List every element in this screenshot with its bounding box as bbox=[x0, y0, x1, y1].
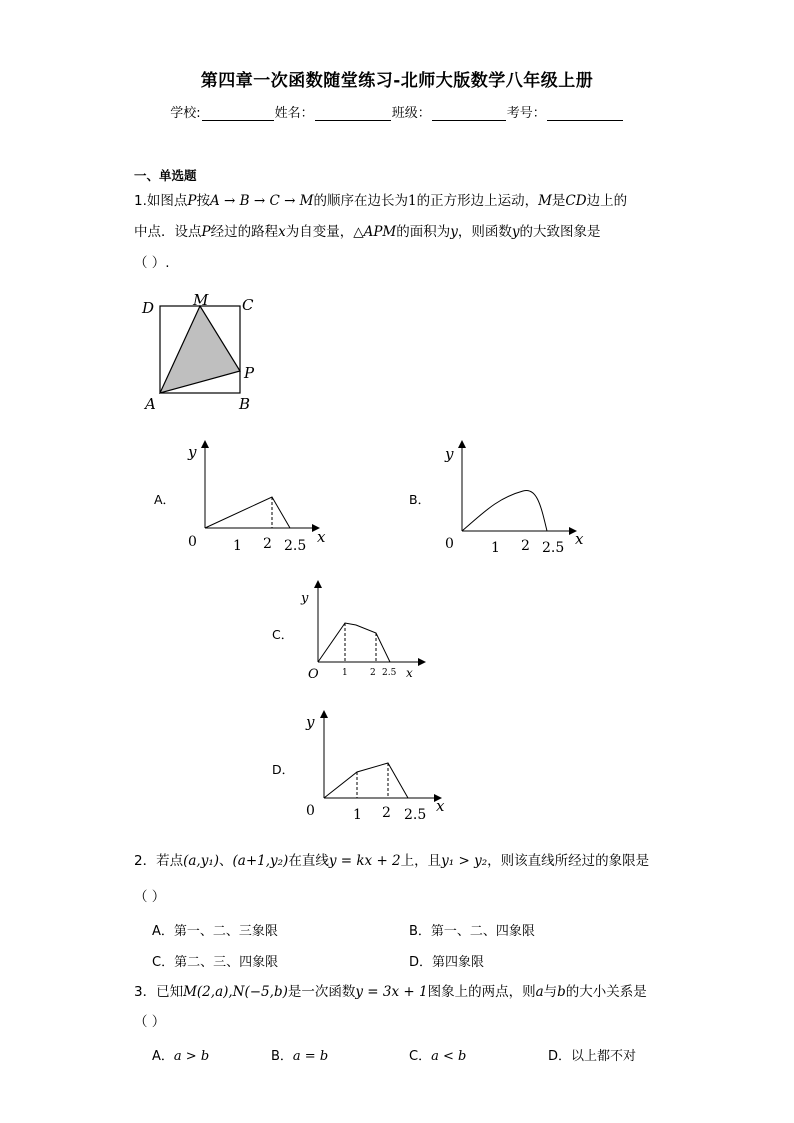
tick-2-5: 2.5 bbox=[404, 807, 427, 823]
id-blank[interactable] bbox=[547, 108, 623, 121]
q3-option-expr: a = b bbox=[292, 1049, 329, 1064]
tick-2: 2 bbox=[263, 536, 272, 552]
q3-option-c[interactable] bbox=[409, 1045, 466, 1064]
q1-var: CD bbox=[565, 193, 587, 209]
zero-label: 0 bbox=[445, 536, 454, 552]
q2-line-eq: y = kx + 2 bbox=[328, 853, 401, 869]
q1-option-b-label[interactable]: B． bbox=[409, 492, 431, 507]
q2-text: ，则该直线所经过的象限是 bbox=[487, 853, 650, 869]
label-D: D bbox=[142, 299, 155, 317]
q2-stem bbox=[134, 851, 649, 871]
q3-text: 3．已知 bbox=[134, 984, 184, 1000]
q1-paren: （ ）. bbox=[134, 255, 170, 271]
tick-2: 2 bbox=[382, 805, 391, 821]
graph-c-curve bbox=[318, 623, 390, 662]
q1-text: 经过的路程 bbox=[210, 224, 279, 240]
q1-text: 的面积为 bbox=[396, 224, 451, 240]
school-blank[interactable] bbox=[202, 108, 274, 121]
label-P: P bbox=[244, 364, 255, 382]
tick-1: 1 bbox=[491, 540, 500, 556]
q1-text: 是 bbox=[551, 193, 566, 209]
y-label: y bbox=[306, 713, 315, 731]
q1-option-c-label[interactable]: C． bbox=[272, 627, 294, 642]
q1-text: 的顺序在边长为 bbox=[313, 193, 408, 209]
q1-var: y bbox=[450, 224, 458, 240]
tick-2: 2 bbox=[370, 668, 376, 678]
q1-var: M bbox=[538, 193, 552, 209]
tick-2-5: 2.5 bbox=[542, 540, 565, 556]
label-C: C bbox=[242, 296, 254, 314]
q1-option-d-label[interactable]: D． bbox=[272, 762, 295, 777]
graph-a-curve bbox=[205, 497, 290, 528]
q1-option-a-label[interactable]: A． bbox=[154, 492, 176, 507]
q2-text: 在直线 bbox=[288, 853, 329, 869]
q3-option-label: A． bbox=[152, 1049, 174, 1064]
q2-text: 、 bbox=[219, 853, 233, 869]
q3-text: 是一次函数 bbox=[287, 984, 356, 1000]
q2-option-c[interactable]: C．第二、三、四象限 bbox=[152, 955, 279, 970]
q1-path: A → B → C → M bbox=[209, 193, 314, 209]
y-label: y bbox=[301, 591, 309, 606]
q3-option-d[interactable]: D．以上都不对 bbox=[548, 1049, 637, 1064]
q2-paren: （ ） bbox=[134, 889, 166, 905]
q1-text: 按 bbox=[196, 193, 210, 209]
q3-var-a: a bbox=[535, 984, 544, 1000]
q3-option-b[interactable] bbox=[271, 1045, 328, 1064]
x-label: x bbox=[317, 528, 326, 546]
q3-var-b: b bbox=[557, 984, 566, 1000]
q3-option-label: B． bbox=[271, 1049, 293, 1064]
q2-inequality: y₁ > y₂ bbox=[441, 853, 488, 869]
q3-function: y = 3x + 1 bbox=[355, 984, 428, 1000]
section-heading: 一、单选题 bbox=[134, 168, 197, 183]
q1-text: 为自变量， bbox=[285, 224, 354, 240]
tick-1: 1 bbox=[233, 538, 242, 553]
page-title: 第四章一次函数随堂练习-北师大版数学八年级上册 bbox=[200, 71, 594, 91]
y-label: y bbox=[445, 445, 454, 463]
x-label: x bbox=[436, 797, 445, 815]
q1-text: 的正方形边上运动， bbox=[416, 193, 539, 209]
class-blank[interactable] bbox=[432, 108, 506, 121]
x-label: x bbox=[575, 530, 584, 548]
q2-point-1: (a,y₁) bbox=[183, 853, 220, 869]
label-M: M bbox=[193, 291, 209, 309]
label-B: B bbox=[239, 395, 251, 413]
zero-label: 0 bbox=[306, 803, 315, 819]
q3-text: 图象上的两点，则 bbox=[427, 984, 536, 1000]
zero-label: 0 bbox=[188, 534, 197, 550]
q1-var: P bbox=[201, 224, 211, 240]
student-info-line bbox=[0, 102, 794, 121]
graph-d-curve bbox=[324, 763, 408, 798]
origin-label: O bbox=[308, 667, 319, 682]
q3-text: 的大小关系是 bbox=[565, 984, 647, 1000]
q1-text: 1.如图点 bbox=[134, 193, 188, 209]
q3-paren: （ ） bbox=[134, 1014, 166, 1030]
q1-var: y bbox=[511, 224, 520, 240]
q1-text: ，则函数 bbox=[457, 224, 512, 240]
graph-a[interactable] bbox=[180, 438, 340, 553]
q3-option-expr: a < b bbox=[431, 1049, 467, 1064]
q1-text: 的大致图象是 bbox=[519, 224, 601, 240]
class-label: 班级： bbox=[391, 106, 431, 121]
q3-option-expr: a > b bbox=[173, 1049, 210, 1064]
name-label: 姓名： bbox=[274, 106, 314, 121]
tick-1: 1 bbox=[353, 807, 362, 823]
q2-point-2: (a+1,y₂) bbox=[232, 853, 289, 869]
triangle-apm bbox=[160, 306, 240, 393]
graph-c[interactable] bbox=[296, 578, 436, 684]
q3-stem bbox=[134, 982, 647, 1002]
x-label: x bbox=[406, 666, 413, 680]
q1-text: 中点．设点 bbox=[134, 224, 202, 240]
q3-points: M(2,a),N(−5,b) bbox=[183, 984, 288, 1000]
q2-text: 上，且 bbox=[400, 853, 442, 869]
q2-text: 2．若点 bbox=[134, 853, 184, 869]
label-A: A bbox=[145, 395, 156, 413]
y-label: y bbox=[188, 443, 197, 461]
q1-var: x bbox=[278, 224, 286, 240]
school-label: 学校: bbox=[170, 106, 201, 121]
name-blank[interactable] bbox=[315, 108, 391, 121]
tick-1: 1 bbox=[342, 668, 348, 678]
q1-var: P bbox=[187, 193, 197, 209]
q2-option-a[interactable]: A．第一、二、三象限 bbox=[152, 924, 278, 939]
q3-option-label: C． bbox=[409, 1049, 432, 1064]
graph-b[interactable] bbox=[437, 438, 597, 558]
q1-triangle: △APM bbox=[353, 224, 397, 240]
square-figure bbox=[136, 286, 266, 416]
q3-text: 与 bbox=[543, 984, 558, 1000]
graph-b-curve bbox=[462, 490, 547, 531]
q3-option-a[interactable] bbox=[152, 1045, 209, 1064]
graph-d[interactable] bbox=[300, 708, 460, 828]
q2-option-d[interactable]: D．第四象限 bbox=[409, 955, 485, 970]
tick-2-5: 2.5 bbox=[382, 668, 397, 678]
q1-text: 边上的 bbox=[586, 193, 628, 209]
q1-line-2 bbox=[134, 222, 601, 242]
q2-option-b[interactable]: B．第一、二、四象限 bbox=[409, 924, 535, 939]
tick-2: 2 bbox=[521, 538, 530, 554]
id-label: 考号： bbox=[506, 106, 546, 121]
q1-num: 1 bbox=[408, 193, 417, 209]
tick-2-5: 2.5 bbox=[284, 538, 307, 553]
q1-line-1 bbox=[134, 191, 627, 211]
